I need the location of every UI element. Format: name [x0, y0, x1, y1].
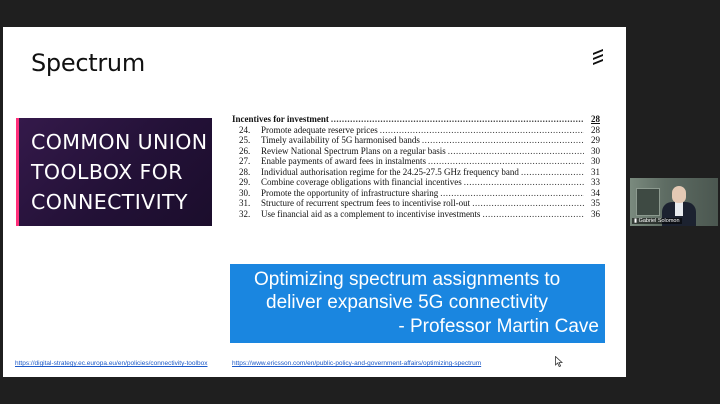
- toc-item-page: 29: [591, 135, 600, 145]
- toc-item-label: Timely availability of 5G harmonised bands: [261, 135, 420, 145]
- mouse-cursor-icon: [555, 356, 563, 367]
- quote-box: [230, 264, 605, 343]
- toc-item-page: 36: [591, 208, 600, 219]
- toc-item-page: 30: [591, 156, 600, 166]
- toc-item-number: 30.: [239, 187, 251, 198]
- toc-item-label: Individual authorisation regime for the 24.25-27.5 GHz frequency band: [261, 166, 519, 177]
- toolbox-banner: [16, 118, 212, 226]
- toc-item-number: 26.: [239, 145, 251, 156]
- toc-leader: [440, 188, 584, 199]
- toc-heading-label: Incentives for investment: [232, 114, 329, 124]
- participant-head: [672, 186, 686, 203]
- toc-item: [232, 188, 600, 199]
- toc-item-number: 31.: [239, 198, 251, 208]
- toc-item-page: 31: [591, 166, 600, 177]
- toc-leader: [428, 156, 584, 167]
- participant-name: Gabriel Solomon: [638, 218, 680, 224]
- toc-item-label: Promote adequate reserve prices: [261, 124, 378, 135]
- toc-item: [232, 156, 600, 167]
- toc-item-page: 35: [591, 198, 600, 208]
- toc-item-label: Promote the opportunity of infrastructure sharing: [261, 187, 439, 198]
- toc-leader: [331, 114, 584, 125]
- toc-item: [232, 135, 600, 146]
- toc-item-label: Combine coverage obligations with financial incentives: [261, 177, 462, 187]
- toolbox-line-3: CONNECTIVITY: [31, 190, 188, 214]
- toc-item-number: 24.: [239, 124, 251, 135]
- participant-name-label: [632, 218, 682, 224]
- toc-leader: [464, 177, 584, 188]
- toc-item-page: 34: [591, 187, 600, 198]
- table-of-contents: [232, 114, 600, 219]
- toc-heading-page: 28: [591, 114, 600, 124]
- quote-line-2: deliver expansive 5G connectivity: [266, 292, 548, 313]
- toc-item-label: Enable payments of award fees in instalments: [261, 156, 426, 166]
- toc-item-label: Use financial aid as a complement to incentivise investments: [261, 208, 481, 219]
- toc-heading: [232, 114, 600, 125]
- toc-item-number: 32.: [239, 208, 251, 219]
- toc-leader: [422, 135, 584, 146]
- toc-item: [232, 125, 600, 136]
- toc-leader: [521, 167, 584, 178]
- toc-item-label: Structure of recurrent spectrum fees to incentivise roll-out: [261, 198, 471, 208]
- toc-item-number: 29.: [239, 177, 251, 187]
- toc-item-page: 30: [591, 145, 600, 156]
- toc-item-number: 27.: [239, 156, 251, 166]
- toolbox-link[interactable]: https://digital-strategy.ec.europa.eu/en/policies/connectivity-toolbox: [15, 360, 208, 367]
- toc-item-page: 33: [591, 177, 600, 187]
- toc-item: [232, 198, 600, 209]
- video-shelf: [636, 188, 660, 216]
- presentation-slide: [3, 27, 626, 377]
- toc-leader: [380, 125, 584, 136]
- toc-leader: [482, 209, 584, 220]
- toolbox-line-2: TOOLBOX FOR: [31, 160, 183, 184]
- quote-attribution: - Professor Martin Cave: [398, 316, 599, 337]
- toc-item: [232, 209, 600, 220]
- toc-leader: [472, 198, 584, 209]
- quote-line-1: Optimizing spectrum assignments to: [254, 269, 561, 290]
- signal-icon: ▮: [634, 218, 638, 224]
- participant-video-tile[interactable]: [630, 178, 718, 226]
- ericsson-link[interactable]: https://www.ericsson.com/en/public-policy-and-government-affairs/optimizing-spectrum: [232, 360, 482, 367]
- toc-item-number: 25.: [239, 135, 251, 145]
- toc-item-page: 28: [591, 124, 600, 135]
- toc-item-number: 28.: [239, 166, 251, 177]
- toc-item: [232, 146, 600, 157]
- toc-item: [232, 167, 600, 178]
- toolbox-line-1: COMMON UNION: [31, 130, 208, 154]
- participant-shirt: [675, 202, 683, 216]
- toc-leader: [448, 146, 584, 157]
- ericsson-logo-icon: [593, 49, 605, 65]
- slide-title: Spectrum: [31, 49, 145, 77]
- toc-item-label: Review National Spectrum Plans on a regular basis: [261, 145, 446, 156]
- toc-item: [232, 177, 600, 188]
